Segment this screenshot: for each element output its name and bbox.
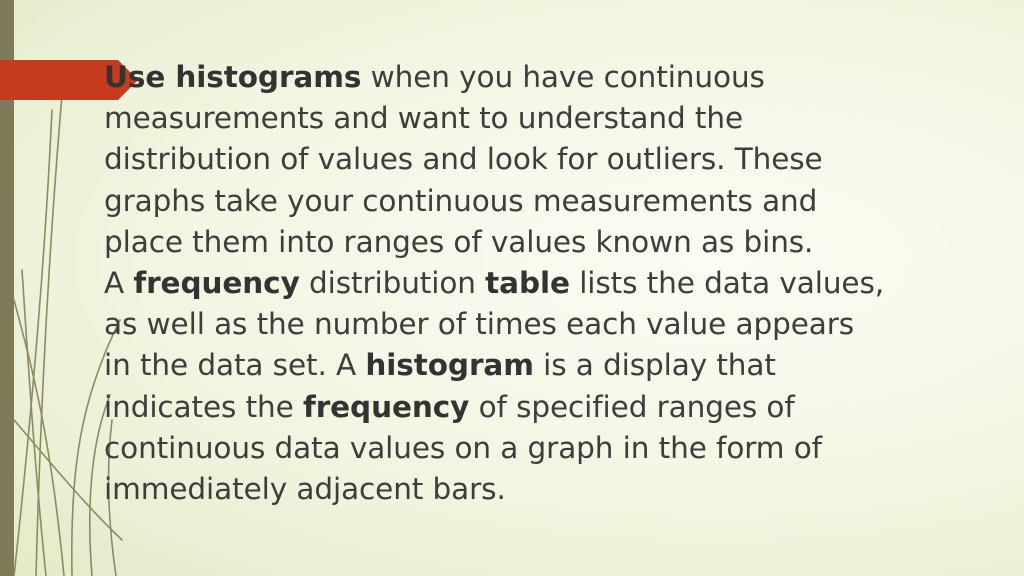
text-run: graphs take your continuous measurements and bbox=[104, 183, 818, 218]
text-run: of specified ranges of bbox=[469, 389, 795, 424]
text-line-3 bbox=[104, 139, 984, 180]
bold-term: histogram bbox=[365, 348, 534, 383]
text-run: immediately adjacent bars. bbox=[104, 472, 506, 507]
text-run: place them into ranges of values known as bins. bbox=[104, 224, 814, 259]
text-run: distribution of values and look for outliers. These bbox=[104, 142, 823, 177]
bold-term: table bbox=[485, 266, 570, 301]
text-line-4 bbox=[104, 181, 984, 222]
accent-arrow-bar bbox=[0, 60, 118, 100]
curve-8 bbox=[14, 300, 64, 576]
bold-term: frequency bbox=[133, 266, 300, 301]
bold-term: frequency bbox=[302, 389, 470, 424]
text-line-9 bbox=[104, 387, 984, 428]
text-run: lists the data values, bbox=[569, 266, 885, 301]
text-line-5 bbox=[104, 222, 984, 263]
text-run: measurements and want to understand the bbox=[104, 101, 743, 136]
text-run: is a display that bbox=[533, 348, 776, 383]
text-line-7 bbox=[104, 304, 984, 345]
text-run: continuous data values on a graph in the form of bbox=[104, 430, 822, 465]
text-run: when you have continuous bbox=[361, 60, 765, 94]
text-line-10 bbox=[104, 428, 984, 469]
text-line-2 bbox=[104, 98, 984, 139]
text-run: in the data set. A bbox=[104, 348, 366, 383]
text-run: A bbox=[104, 266, 134, 301]
slide-body-text bbox=[104, 57, 984, 510]
bold-term: Use histograms bbox=[104, 60, 362, 94]
curve-1 bbox=[14, 110, 52, 576]
text-run: indicates the bbox=[104, 389, 303, 424]
text-line-6 bbox=[104, 263, 984, 304]
text-line-8 bbox=[104, 345, 984, 386]
text-run: distribution bbox=[299, 266, 486, 301]
text-line-11 bbox=[104, 469, 984, 510]
text-run: as well as the number of times each value appears bbox=[104, 307, 855, 342]
text-line-1 bbox=[104, 57, 984, 98]
